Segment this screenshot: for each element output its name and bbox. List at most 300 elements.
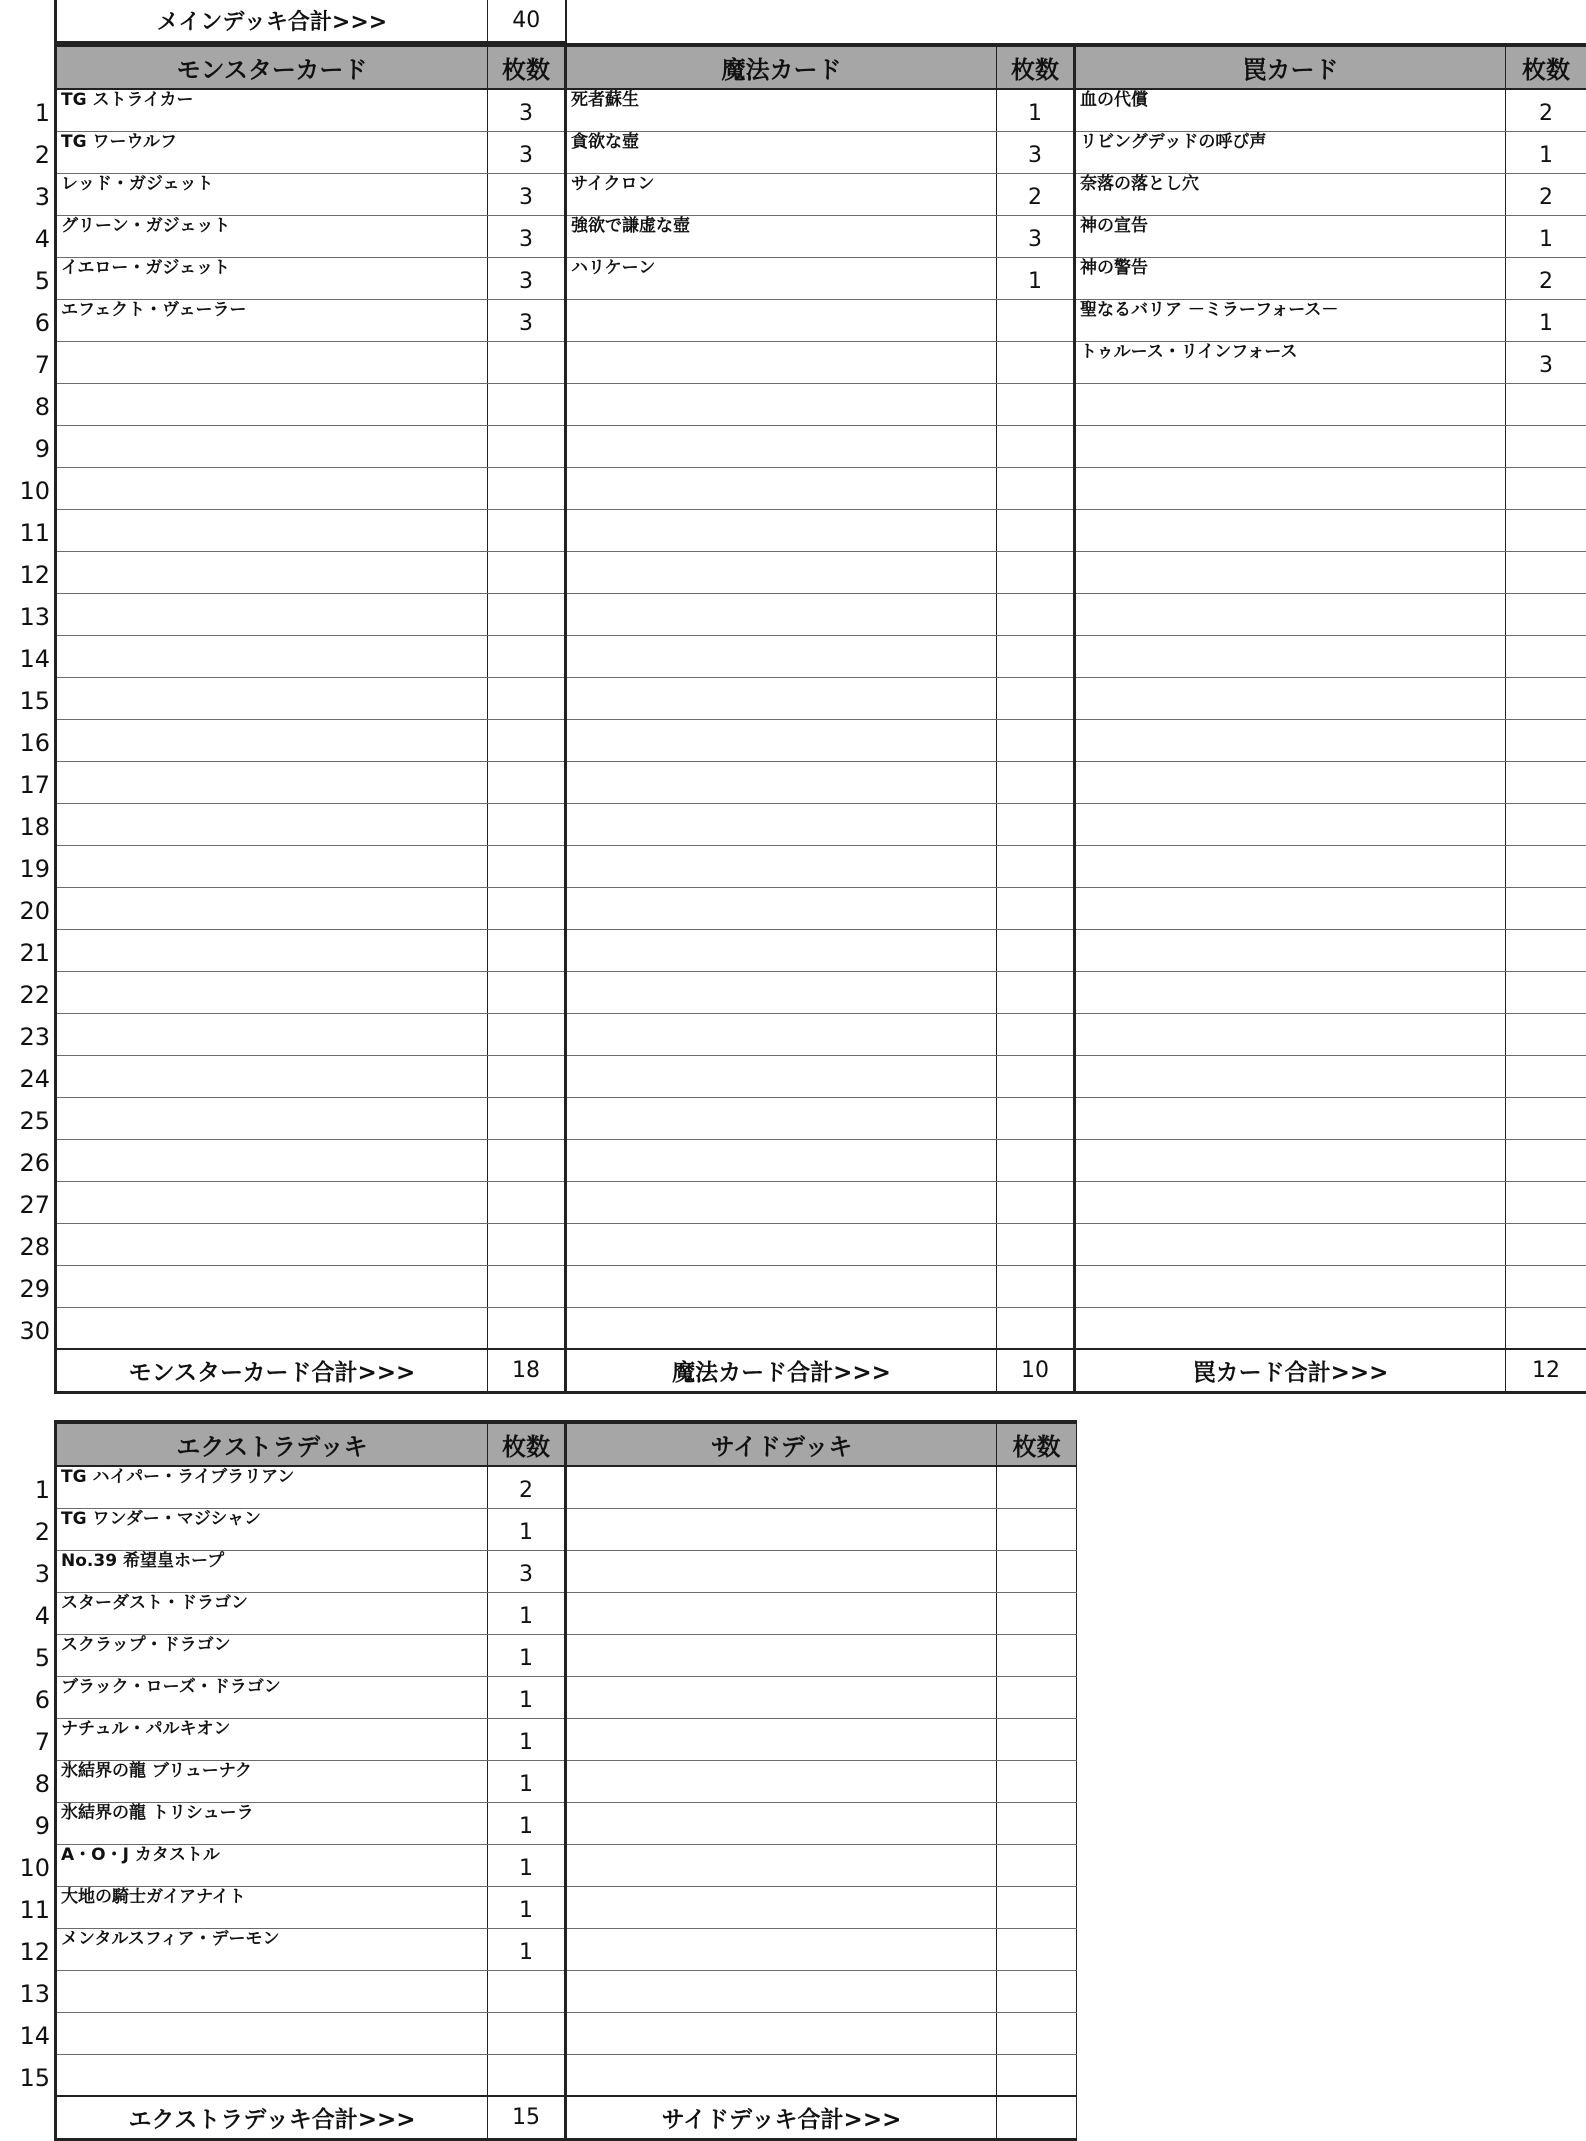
monster-card-name-cell[interactable]: イエロー・ガジェット [56,257,488,299]
monster-card-name-cell[interactable] [56,509,488,551]
side-card-count-cell[interactable] [997,1466,1077,1508]
side-card-count-cell[interactable] [997,1592,1077,1634]
spell-card-name-cell[interactable] [566,929,997,971]
side-card-name-cell[interactable] [566,1970,997,2012]
monster-card-count-cell[interactable] [488,929,566,971]
monster-count-header: 枚数 [488,45,566,89]
trap-card-name-cell[interactable]: 奈落の落とし穴 [1075,173,1506,215]
spell-card-name-cell[interactable] [566,1097,997,1139]
trap-card-count-cell[interactable] [1506,1013,1586,1055]
trap-card-name-cell[interactable] [1075,887,1506,929]
table-row [56,215,1586,257]
side-card-name-cell[interactable] [566,1802,997,1844]
row-number: 2 [0,141,50,169]
row-number: 23 [0,1023,50,1051]
trap-card-count-cell[interactable] [1506,803,1586,845]
trap-card-count-cell[interactable] [1506,1055,1586,1097]
monster-card-name-cell[interactable]: グリーン・ガジェット [56,215,488,257]
trap-card-name-cell[interactable] [1075,635,1506,677]
table-row [56,1466,1077,1508]
row-number: 18 [0,813,50,841]
trap-card-count-cell[interactable] [1506,383,1586,425]
trap-card-count-cell[interactable]: 2 [1506,89,1586,131]
side-card-name-cell[interactable] [566,1886,997,1928]
side-card-name-cell[interactable] [566,1592,997,1634]
side-card-count-cell[interactable] [997,1718,1077,1760]
spell-card-count-cell[interactable] [997,299,1075,341]
trap-card-name-cell[interactable] [1075,383,1506,425]
spell-card-name-cell[interactable] [566,719,997,761]
trap-card-name-cell[interactable] [1075,467,1506,509]
side-card-count-cell[interactable] [997,1802,1077,1844]
extra-card-name-cell[interactable] [56,1970,488,2012]
trap-card-name-cell[interactable]: リビングデッドの呼び声 [1075,131,1506,173]
monster-card-count-cell[interactable] [488,383,566,425]
extra-card-count-cell[interactable]: 1 [488,1886,566,1928]
spell-card-name-cell[interactable]: 強欲で謙虚な壺 [566,215,997,257]
table-row [56,1802,1077,1844]
spell-card-name-cell[interactable] [566,1307,997,1349]
trap-card-count-cell[interactable] [1506,845,1586,887]
extra-card-count-cell[interactable]: 1 [488,1802,566,1844]
table-row [56,1844,1077,1886]
spell-card-count-cell[interactable] [997,845,1075,887]
spell-card-name-cell[interactable] [566,1223,997,1265]
row-number: 15 [0,2064,50,2092]
row-number: 20 [0,897,50,925]
trap-card-count-cell[interactable]: 3 [1506,341,1586,383]
trap-card-name-cell[interactable] [1075,845,1506,887]
spell-card-count-cell[interactable]: 3 [997,131,1075,173]
table-row [56,1760,1077,1802]
spell-card-count-cell[interactable]: 1 [997,257,1075,299]
trap-card-name-cell[interactable] [1075,677,1506,719]
trap-card-name-cell[interactable] [1075,1265,1506,1307]
extra-card-count-cell[interactable]: 1 [488,1676,566,1718]
monster-card-name-cell[interactable] [56,635,488,677]
monster-card-count-cell[interactable] [488,341,566,383]
spell-card-count-cell[interactable] [997,341,1075,383]
monster-card-name-cell[interactable] [56,1139,488,1181]
spell-total-label: 魔法カード合計>>> [566,1349,997,1392]
monster-card-name-cell[interactable] [56,383,488,425]
monster-card-name-cell[interactable] [56,1013,488,1055]
trap-card-name-cell[interactable]: 血の代償 [1075,89,1506,131]
monster-card-name-cell[interactable] [56,845,488,887]
spell-card-name-cell[interactable]: サイクロン [566,173,997,215]
spell-card-name-cell[interactable] [566,1139,997,1181]
table-row [56,1139,1586,1181]
side-card-name-cell[interactable] [566,2012,997,2054]
monster-card-name-cell[interactable]: TG ワーウルフ [56,131,488,173]
row-number: 3 [0,183,50,211]
spell-card-name-cell[interactable] [566,1055,997,1097]
monster-card-name-cell[interactable] [56,467,488,509]
monster-card-header: モンスターカード [56,45,488,89]
extra-card-count-cell[interactable]: 1 [488,1844,566,1886]
table-row [56,1097,1586,1139]
trap-card-name-cell[interactable] [1075,509,1506,551]
monster-card-name-cell[interactable] [56,971,488,1013]
spell-card-count-cell[interactable] [997,929,1075,971]
monster-card-name-cell[interactable]: TG ストライカー [56,89,488,131]
trap-card-count-cell[interactable]: 2 [1506,257,1586,299]
spell-card-header: 魔法カード [566,45,997,89]
monster-card-name-cell[interactable] [56,677,488,719]
extra-card-count-cell[interactable] [488,2012,566,2054]
monster-card-count-cell[interactable]: 3 [488,131,566,173]
monster-card-name-cell[interactable] [56,341,488,383]
main-deck-total-value: 40 [488,0,566,43]
spell-card-name-cell[interactable] [566,677,997,719]
row-number: 11 [0,1896,50,1924]
trap-card-header: 罠カード [1075,45,1506,89]
spell-card-count-cell[interactable] [997,593,1075,635]
spell-card-count-cell[interactable] [997,509,1075,551]
spell-card-name-cell[interactable] [566,887,997,929]
table-row [56,2054,1077,2096]
trap-card-count-cell[interactable] [1506,929,1586,971]
spell-card-count-cell[interactable] [997,1181,1075,1223]
extra-card-count-cell[interactable]: 1 [488,1928,566,1970]
spell-card-name-cell[interactable] [566,341,997,383]
spell-card-count-cell[interactable] [997,425,1075,467]
monster-card-count-cell[interactable] [488,1055,566,1097]
spell-card-name-cell[interactable]: 死者蘇生 [566,89,997,131]
side-card-count-cell[interactable] [997,2012,1077,2054]
monster-card-name-cell[interactable] [56,1181,488,1223]
extra-count-header: 枚数 [488,1422,566,1466]
extra-deck-rows [56,1466,1077,2096]
trap-card-name-cell[interactable] [1075,929,1506,971]
spell-card-name-cell[interactable] [566,425,997,467]
trap-card-name-cell[interactable] [1075,719,1506,761]
extra-card-name-cell[interactable] [56,2012,488,2054]
row-number: 25 [0,1107,50,1135]
extra-card-count-cell[interactable]: 1 [488,1508,566,1550]
trap-card-count-cell[interactable] [1506,677,1586,719]
side-card-name-cell[interactable] [566,1760,997,1802]
monster-card-count-cell[interactable] [488,1013,566,1055]
table-row [56,887,1586,929]
trap-card-name-cell[interactable] [1075,1013,1506,1055]
extra-total-label: エクストラデッキ合計>>> [56,2096,488,2139]
trap-card-name-cell[interactable]: 神の警告 [1075,257,1506,299]
monster-card-count-cell[interactable]: 3 [488,215,566,257]
monster-card-count-cell[interactable]: 3 [488,299,566,341]
spell-card-name-cell[interactable]: 貪欲な壺 [566,131,997,173]
trap-card-count-cell[interactable] [1506,551,1586,593]
spell-card-count-cell[interactable] [997,761,1075,803]
row-number: 28 [0,1233,50,1261]
main-deck-total-box [54,0,564,43]
trap-card-count-cell[interactable] [1506,635,1586,677]
trap-card-count-cell[interactable] [1506,1139,1586,1181]
row-number: 19 [0,855,50,883]
table-row [56,1508,1077,1550]
monster-card-count-cell[interactable] [488,593,566,635]
extra-card-count-cell[interactable]: 2 [488,1466,566,1508]
extra-card-name-cell[interactable]: TG ワンダー・マジシャン [56,1508,488,1550]
side-card-count-cell[interactable] [997,1970,1077,2012]
spell-card-count-cell[interactable]: 1 [997,89,1075,131]
extra-card-name-cell[interactable]: TG ハイパー・ライブラリアン [56,1466,488,1508]
row-number: 29 [0,1275,50,1303]
monster-card-count-cell[interactable] [488,1265,566,1307]
trap-card-name-cell[interactable] [1075,761,1506,803]
extra-card-count-cell[interactable]: 3 [488,1550,566,1592]
monster-card-count-cell[interactable]: 3 [488,173,566,215]
monster-card-name-cell[interactable] [56,1265,488,1307]
trap-card-count-cell[interactable] [1506,1265,1586,1307]
extra-card-name-cell[interactable]: No.39 希望皇ホープ [56,1550,488,1592]
row-number: 10 [0,477,50,505]
side-card-count-cell[interactable] [997,1844,1077,1886]
spell-card-count-cell[interactable] [997,1013,1075,1055]
row-number: 13 [0,1980,50,2008]
spell-total-value: 10 [997,1349,1075,1392]
row-number: 8 [0,393,50,421]
spell-card-name-cell[interactable] [566,635,997,677]
spell-card-name-cell[interactable] [566,299,997,341]
side-card-name-cell[interactable] [566,1844,997,1886]
extra-card-name-cell[interactable]: 大地の騎士ガイアナイト [56,1886,488,1928]
spell-card-name-cell[interactable] [566,845,997,887]
spell-card-count-cell[interactable] [997,1097,1075,1139]
spell-card-name-cell[interactable] [566,509,997,551]
trap-card-name-cell[interactable] [1075,1055,1506,1097]
monster-card-name-cell[interactable] [56,593,488,635]
extra-card-name-cell[interactable]: メンタルスフィア・デーモン [56,1928,488,1970]
spell-card-name-cell[interactable] [566,551,997,593]
monster-card-name-cell[interactable] [56,887,488,929]
trap-card-count-cell[interactable] [1506,425,1586,467]
monster-card-count-cell[interactable] [488,803,566,845]
monster-card-count-cell[interactable] [488,551,566,593]
spell-card-count-cell[interactable] [997,1139,1075,1181]
row-number: 8 [0,1770,50,1798]
monster-card-name-cell[interactable] [56,1055,488,1097]
side-card-count-cell[interactable] [997,1928,1077,1970]
extra-card-name-cell[interactable]: スクラップ・ドラゴン [56,1634,488,1676]
extra-card-count-cell[interactable]: 1 [488,1634,566,1676]
trap-card-count-cell[interactable] [1506,887,1586,929]
monster-card-count-cell[interactable] [488,509,566,551]
table-row [56,89,1586,131]
trap-card-count-cell[interactable] [1506,761,1586,803]
spell-card-name-cell[interactable] [566,383,997,425]
trap-card-name-cell[interactable]: トゥルース・リインフォース [1075,341,1506,383]
row-number: 14 [0,2022,50,2050]
spell-card-count-cell[interactable] [997,887,1075,929]
spell-card-name-cell[interactable] [566,593,997,635]
trap-card-name-cell[interactable] [1075,593,1506,635]
spell-card-count-cell[interactable] [997,383,1075,425]
spell-card-name-cell[interactable] [566,467,997,509]
table-row [56,1223,1586,1265]
spell-card-count-cell[interactable] [997,1223,1075,1265]
monster-card-count-cell[interactable] [488,971,566,1013]
monster-card-count-cell[interactable] [488,425,566,467]
trap-card-count-cell[interactable] [1506,593,1586,635]
spell-card-name-cell[interactable] [566,761,997,803]
spell-card-name-cell[interactable]: ハリケーン [566,257,997,299]
extra-card-name-cell[interactable]: ナチュル・パルキオン [56,1718,488,1760]
trap-card-name-cell[interactable] [1075,1181,1506,1223]
trap-card-count-cell[interactable]: 1 [1506,215,1586,257]
monster-card-name-cell[interactable] [56,761,488,803]
monster-card-count-cell[interactable] [488,677,566,719]
monster-card-name-cell[interactable] [56,803,488,845]
side-card-name-cell[interactable] [566,1718,997,1760]
side-card-name-cell[interactable] [566,1928,997,1970]
trap-card-name-cell[interactable] [1075,971,1506,1013]
monster-card-count-cell[interactable] [488,1139,566,1181]
trap-card-name-cell[interactable]: 神の宣告 [1075,215,1506,257]
spell-card-name-cell[interactable] [566,1013,997,1055]
spell-card-count-cell[interactable] [997,467,1075,509]
trap-card-name-cell[interactable] [1075,1139,1506,1181]
monster-card-count-cell[interactable] [488,1307,566,1349]
spell-card-name-cell[interactable] [566,1265,997,1307]
monster-card-name-cell[interactable] [56,929,488,971]
row-number: 26 [0,1149,50,1177]
table-row [56,1718,1077,1760]
row-number: 16 [0,729,50,757]
side-card-name-cell[interactable] [566,1676,997,1718]
monster-card-count-cell[interactable] [488,845,566,887]
spell-card-count-cell[interactable] [997,677,1075,719]
trap-card-name-cell[interactable] [1075,551,1506,593]
monster-card-name-cell[interactable] [56,1223,488,1265]
table-row [56,1928,1077,1970]
monster-card-count-cell[interactable]: 3 [488,89,566,131]
trap-card-count-cell[interactable]: 1 [1506,299,1586,341]
row-number: 7 [0,351,50,379]
trap-card-name-cell[interactable] [1075,1223,1506,1265]
spell-card-count-cell[interactable] [997,635,1075,677]
extra-card-count-cell[interactable]: 1 [488,1718,566,1760]
side-card-count-cell[interactable] [997,1550,1077,1592]
table-row [56,257,1586,299]
trap-card-name-cell[interactable] [1075,1097,1506,1139]
trap-card-name-cell[interactable] [1075,1307,1506,1349]
extra-card-name-cell[interactable]: 氷結界の龍 ブリューナク [56,1760,488,1802]
side-card-count-cell[interactable] [997,1508,1077,1550]
main-deck-table-box [54,43,1585,1390]
monster-card-count-cell[interactable] [488,887,566,929]
extra-card-count-cell[interactable]: 1 [488,1592,566,1634]
monster-card-count-cell[interactable] [488,467,566,509]
monster-card-name-cell[interactable]: エフェクト・ヴェーラー [56,299,488,341]
spell-card-name-cell[interactable] [566,1181,997,1223]
side-card-name-cell[interactable] [566,1466,997,1508]
table-row [56,551,1586,593]
monster-card-name-cell[interactable] [56,1097,488,1139]
spell-card-count-cell[interactable] [997,1055,1075,1097]
row-number: 10 [0,1854,50,1882]
monster-card-name-cell[interactable] [56,1307,488,1349]
trap-card-count-cell[interactable]: 1 [1506,131,1586,173]
table-row [56,677,1586,719]
monster-card-name-cell[interactable]: レッド・ガジェット [56,173,488,215]
side-card-name-cell[interactable] [566,1634,997,1676]
spell-card-count-cell[interactable] [997,803,1075,845]
table-row [56,1970,1077,2012]
spell-card-count-cell[interactable] [997,551,1075,593]
spell-card-count-cell[interactable] [997,971,1075,1013]
extra-total-value: 15 [488,2096,566,2139]
side-card-count-cell[interactable] [997,1886,1077,1928]
table-row [56,1265,1586,1307]
extra-card-name-cell[interactable]: A・O・J カタストル [56,1844,488,1886]
row-number: 12 [0,1938,50,1966]
extra-card-name-cell[interactable]: 氷結界の龍 トリシューラ [56,1802,488,1844]
trap-card-count-cell[interactable]: 2 [1506,173,1586,215]
monster-card-count-cell[interactable] [488,761,566,803]
monster-card-count-cell[interactable] [488,635,566,677]
trap-card-name-cell[interactable] [1075,803,1506,845]
monster-card-count-cell[interactable] [488,1181,566,1223]
trap-card-count-cell[interactable] [1506,1223,1586,1265]
trap-card-name-cell[interactable]: 聖なるバリア －ミラーフォース－ [1075,299,1506,341]
extra-card-name-cell[interactable]: ブラック・ローズ・ドラゴン [56,1676,488,1718]
spell-card-count-cell[interactable] [997,1265,1075,1307]
trap-card-count-cell[interactable] [1506,509,1586,551]
side-card-name-cell[interactable] [566,2054,997,2096]
monster-card-count-cell[interactable] [488,719,566,761]
extra-card-name-cell[interactable]: スターダスト・ドラゴン [56,1592,488,1634]
side-card-count-cell[interactable] [997,2054,1077,2096]
monster-card-count-cell[interactable] [488,1097,566,1139]
trap-card-count-cell[interactable] [1506,719,1586,761]
side-card-count-cell[interactable] [997,1760,1077,1802]
extra-card-name-cell[interactable] [56,2054,488,2096]
side-card-name-cell[interactable] [566,1550,997,1592]
table-row [56,299,1586,341]
trap-card-count-cell[interactable] [1506,1097,1586,1139]
table-row [56,1013,1586,1055]
table-row [56,2012,1077,2054]
trap-card-count-cell[interactable] [1506,467,1586,509]
side-card-name-cell[interactable] [566,1508,997,1550]
monster-card-count-cell[interactable]: 3 [488,257,566,299]
main-deck-rows [56,89,1586,1349]
spell-card-name-cell[interactable] [566,803,997,845]
trap-card-count-cell[interactable] [1506,971,1586,1013]
trap-card-name-cell[interactable] [1075,425,1506,467]
spell-card-name-cell[interactable] [566,971,997,1013]
extra-card-count-cell[interactable] [488,1970,566,2012]
extra-card-count-cell[interactable]: 1 [488,1760,566,1802]
trap-card-count-cell[interactable] [1506,1181,1586,1223]
spell-card-count-cell[interactable] [997,1307,1075,1349]
monster-card-name-cell[interactable] [56,719,488,761]
monster-card-count-cell[interactable] [488,1223,566,1265]
side-card-count-cell[interactable] [997,1634,1077,1676]
monster-card-name-cell[interactable] [56,551,488,593]
row-number: 1 [0,99,50,127]
spell-card-count-cell[interactable] [997,719,1075,761]
row-number: 14 [0,645,50,673]
extra-card-count-cell[interactable] [488,2054,566,2096]
spell-card-count-cell[interactable]: 3 [997,215,1075,257]
side-total-label: サイドデッキ合計>>> [566,2096,997,2139]
side-card-count-cell[interactable] [997,1676,1077,1718]
spell-card-count-cell[interactable]: 2 [997,173,1075,215]
monster-card-name-cell[interactable] [56,425,488,467]
trap-card-count-cell[interactable] [1506,1307,1586,1349]
